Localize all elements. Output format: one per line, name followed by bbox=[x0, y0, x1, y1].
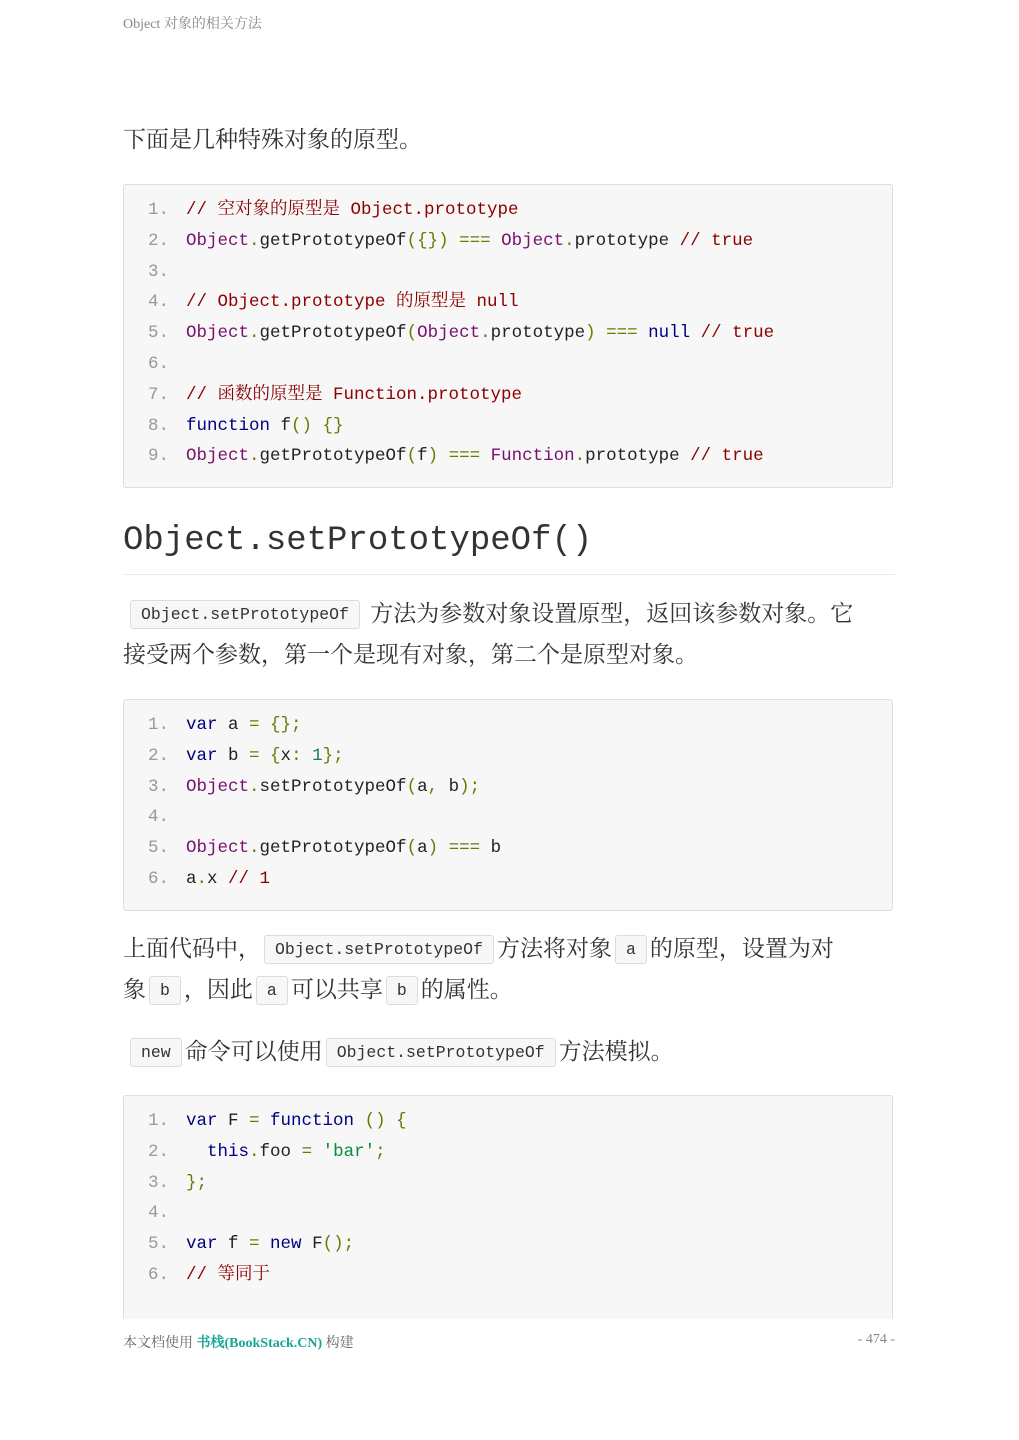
code-line bbox=[124, 772, 480, 802]
code-line bbox=[124, 1198, 186, 1228]
code-text bbox=[169, 864, 270, 894]
code-token: // 空对象的原型是 Object.prototype bbox=[186, 200, 519, 220]
line-number: 4. bbox=[147, 292, 169, 313]
code-token: x bbox=[280, 745, 292, 766]
code-token: f bbox=[280, 415, 292, 436]
code-token: . bbox=[196, 869, 208, 889]
code-token: F bbox=[228, 1111, 250, 1131]
line-number: 3. bbox=[147, 261, 169, 282]
code-token: ; bbox=[375, 1141, 386, 1162]
code-token: Object bbox=[417, 323, 481, 344]
code-token: . bbox=[480, 323, 491, 344]
line-number: 6. bbox=[147, 354, 169, 374]
code-token: null bbox=[648, 323, 701, 344]
inline-code: Object.setPrototypeOf bbox=[326, 1038, 556, 1067]
code-token: Function bbox=[490, 446, 575, 467]
code-token: b bbox=[448, 776, 460, 797]
code-token: var bbox=[186, 1234, 229, 1255]
code-token: function bbox=[186, 415, 281, 436]
footer-link[interactable]: 书栈(BookStack.CN) bbox=[196, 1336, 323, 1351]
code-token: ( bbox=[406, 323, 418, 344]
paragraph-text: 方法将对象 bbox=[496, 936, 612, 962]
code-token: () { bbox=[364, 1111, 407, 1131]
line-number: 4. bbox=[147, 807, 169, 828]
paragraph-text: 的属性。 bbox=[420, 977, 513, 1003]
code-token: getPrototypeOf bbox=[259, 323, 407, 344]
paragraph-text: 方法模拟。 bbox=[558, 1039, 674, 1065]
line-number: 5. bbox=[147, 323, 169, 344]
code-token: Object bbox=[186, 230, 250, 251]
code-token: : bbox=[291, 745, 313, 766]
code-text bbox=[169, 1106, 407, 1136]
code-line bbox=[124, 802, 186, 832]
code-token: var bbox=[186, 715, 229, 735]
code-token: , bbox=[427, 776, 449, 797]
code-token: }; bbox=[186, 1172, 208, 1193]
code-token: f bbox=[417, 446, 428, 467]
code-token: x bbox=[207, 869, 229, 889]
code-token: // 等同于 bbox=[186, 1265, 271, 1285]
line-number: 2. bbox=[147, 230, 169, 251]
code-token: = bbox=[249, 1111, 271, 1131]
code-token: this bbox=[207, 1141, 250, 1162]
code-token: prototype bbox=[574, 230, 680, 251]
code-token: new bbox=[270, 1234, 313, 1255]
intro-paragraph: 下面是几种特殊对象的原型。 bbox=[123, 127, 422, 153]
code-token: . bbox=[564, 230, 575, 251]
code-line bbox=[124, 226, 753, 256]
code-line bbox=[124, 1137, 386, 1167]
code-token: function bbox=[270, 1111, 365, 1131]
code-token: ( bbox=[406, 776, 418, 797]
code-token: // true bbox=[700, 323, 775, 344]
code-token: prototype bbox=[585, 446, 691, 467]
code-line bbox=[124, 710, 302, 740]
code-line bbox=[124, 864, 270, 894]
paragraph-text: 上面代码中， bbox=[123, 936, 261, 962]
section-heading: Object.setPrototypeOf() bbox=[123, 522, 593, 560]
code-line bbox=[124, 411, 344, 441]
code-token: // 函数的原型是 Function.prototype bbox=[186, 384, 523, 405]
code-token: getPrototypeOf bbox=[259, 230, 407, 251]
code-text bbox=[169, 1168, 207, 1198]
code-text bbox=[169, 741, 344, 771]
code-token: Object bbox=[186, 838, 250, 859]
code-token: }; bbox=[322, 745, 344, 766]
footer-credit bbox=[123, 1332, 354, 1352]
code-block-3 bbox=[123, 1095, 893, 1319]
code-token: setPrototypeOf bbox=[259, 776, 407, 797]
code-token: b bbox=[228, 745, 250, 766]
paragraph-setprototypeof-description bbox=[123, 594, 895, 676]
code-token: ) === bbox=[427, 446, 491, 467]
paragraph-line-1 bbox=[123, 929, 895, 970]
line-number: 6. bbox=[147, 1265, 169, 1285]
paragraph-text: 方法为参数对象设置原型，返回该参数对象。它 bbox=[370, 601, 854, 627]
code-token: () {} bbox=[291, 415, 344, 436]
code-token: // true bbox=[679, 230, 754, 251]
paragraph-line-1 bbox=[123, 594, 895, 635]
code-token: ) === bbox=[427, 838, 491, 859]
code-text bbox=[169, 226, 753, 256]
code-line bbox=[124, 1106, 407, 1136]
code-token: a bbox=[228, 715, 250, 735]
code-text bbox=[169, 441, 764, 471]
code-line bbox=[124, 1168, 207, 1198]
code-token: 1 bbox=[312, 745, 323, 766]
inline-code: a bbox=[615, 935, 647, 964]
code-token: // true bbox=[690, 446, 764, 467]
inline-code: b bbox=[386, 976, 418, 1005]
code-text bbox=[169, 195, 519, 225]
line-number: 7. bbox=[147, 384, 169, 405]
line-number: 4. bbox=[147, 1203, 169, 1224]
code-token: b bbox=[490, 838, 502, 859]
code-block-1 bbox=[123, 184, 893, 488]
code-line bbox=[124, 195, 519, 225]
code-token: ); bbox=[459, 776, 481, 797]
paragraph-text: 的原型，设置为对 bbox=[649, 936, 834, 962]
code-text bbox=[169, 1260, 270, 1290]
code-line bbox=[124, 1260, 270, 1290]
code-token: getPrototypeOf bbox=[259, 838, 407, 859]
line-number: 2. bbox=[147, 745, 169, 766]
code-token: Object bbox=[186, 776, 250, 797]
code-token: = bbox=[249, 1234, 271, 1255]
code-token: . bbox=[249, 776, 260, 797]
line-number: 6. bbox=[147, 869, 169, 889]
inline-code: Object.setPrototypeOf bbox=[264, 935, 494, 964]
code-token: . bbox=[249, 446, 260, 467]
line-number: 2. bbox=[147, 1141, 169, 1162]
line-number: 9. bbox=[147, 446, 169, 467]
code-text bbox=[169, 772, 480, 802]
code-line bbox=[124, 1229, 354, 1259]
code-token: var bbox=[186, 1111, 229, 1131]
line-number: 5. bbox=[147, 1234, 169, 1255]
code-token: prototype bbox=[490, 323, 586, 344]
paragraph-text: ，因此 bbox=[183, 977, 253, 1003]
code-token: . bbox=[249, 838, 260, 859]
line-number: 3. bbox=[147, 776, 169, 797]
paragraph-explanation bbox=[123, 929, 895, 1011]
footer-suffix: 构建 bbox=[322, 1336, 354, 1351]
running-header: Object 对象的相关方法 bbox=[123, 17, 262, 32]
code-token: (); bbox=[322, 1234, 355, 1255]
paragraph-line-2 bbox=[123, 970, 895, 1011]
code-token: f bbox=[228, 1234, 250, 1255]
code-token: = bbox=[301, 1141, 323, 1162]
footer-prefix: 本文档使用 bbox=[123, 1336, 197, 1351]
code-token: a bbox=[186, 869, 197, 889]
code-text bbox=[169, 833, 501, 863]
inline-code: a bbox=[256, 976, 288, 1005]
code-token: a bbox=[417, 776, 428, 797]
code-block-2 bbox=[123, 699, 893, 911]
line-number: 8. bbox=[147, 415, 169, 436]
code-token: getPrototypeOf bbox=[259, 446, 407, 467]
code-token: ( bbox=[406, 838, 418, 859]
code-line bbox=[124, 349, 186, 379]
code-token: var bbox=[186, 745, 229, 766]
line-number: 5. bbox=[147, 838, 169, 859]
code-token: . bbox=[249, 230, 260, 251]
line-number: 3. bbox=[147, 1172, 169, 1193]
code-token: 'bar' bbox=[322, 1141, 376, 1162]
code-token: a bbox=[417, 838, 428, 859]
paragraph-line-2: 接受两个参数，第一个是现有对象，第二个是原型对象。 bbox=[123, 642, 698, 668]
code-token: = { bbox=[249, 745, 281, 766]
code-text bbox=[169, 411, 344, 441]
inline-code: Object.setPrototypeOf bbox=[130, 600, 360, 629]
line-number: 1. bbox=[147, 200, 169, 220]
line-number: 1. bbox=[147, 715, 169, 735]
code-token: ({}) === bbox=[406, 230, 502, 251]
code-text bbox=[169, 710, 302, 740]
code-token: Object bbox=[501, 230, 565, 251]
code-line bbox=[124, 287, 519, 317]
code-line bbox=[124, 441, 764, 471]
paragraph-text: 可以共享 bbox=[290, 977, 383, 1003]
code-token: ) === bbox=[585, 323, 649, 344]
code-token: // Object.prototype 的原型是 null bbox=[186, 292, 519, 313]
heading-divider bbox=[123, 574, 895, 575]
code-text bbox=[169, 287, 519, 317]
code-text bbox=[169, 1137, 386, 1167]
inline-code: new bbox=[130, 1038, 182, 1067]
code-text bbox=[169, 318, 774, 348]
page-number: - 474 - bbox=[857, 1332, 895, 1347]
paragraph-new-simulation bbox=[123, 1032, 895, 1073]
code-line bbox=[124, 318, 774, 348]
code-line bbox=[124, 833, 501, 863]
code-token: Object bbox=[186, 323, 250, 344]
code-token: . bbox=[574, 446, 586, 467]
code-token: foo bbox=[259, 1141, 302, 1162]
code-token: . bbox=[249, 323, 260, 344]
code-text bbox=[169, 380, 522, 410]
code-token: F bbox=[312, 1234, 323, 1255]
inline-code: b bbox=[149, 976, 181, 1005]
code-token: = {}; bbox=[249, 715, 302, 735]
code-token: ( bbox=[406, 446, 418, 467]
code-token bbox=[186, 1142, 207, 1162]
line-number: 1. bbox=[147, 1111, 169, 1131]
code-line bbox=[124, 741, 344, 771]
code-token: Object bbox=[186, 446, 250, 467]
paragraph-text: 命令可以使用 bbox=[184, 1039, 323, 1065]
code-line bbox=[124, 380, 522, 410]
paragraph-text: 象 bbox=[123, 977, 146, 1003]
code-text bbox=[169, 1229, 354, 1259]
code-token: . bbox=[249, 1141, 260, 1162]
code-line bbox=[124, 257, 186, 287]
code-token: // 1 bbox=[228, 869, 271, 889]
